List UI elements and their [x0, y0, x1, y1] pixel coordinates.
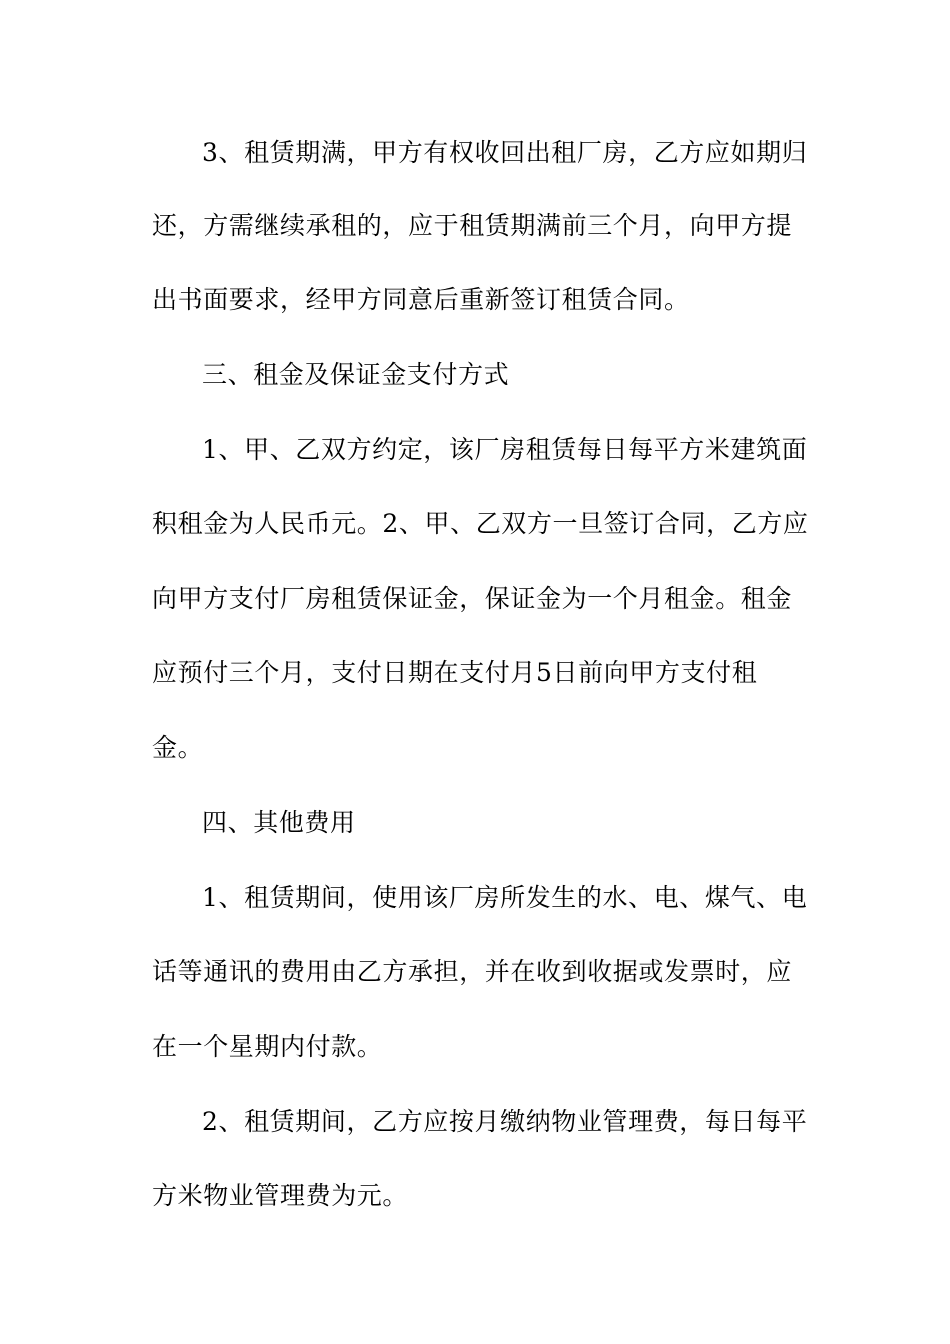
clause-3-line-2: 还，方需继续承租的，应于租赁期满前三个月，向甲方提 — [152, 211, 793, 240]
clause-3-line-1: 3、租赁期满，甲方有权收回出租厂房，乙方应如期归 — [202, 138, 808, 167]
fee-clause-2-line-2: 方米物业管理费为元。 — [152, 1181, 409, 1210]
fee-clause-2-line-1: 2、租赁期间，乙方应按月缴纳物业管理费，每日每平 — [202, 1107, 808, 1136]
rent-clause-1-line-1: 1、甲、乙双方约定，该厂房租赁每日每平方米建筑面 — [202, 435, 808, 464]
section-3-heading: 三、租金及保证金支付方式 — [202, 360, 510, 389]
rent-clause-1-line-3: 向甲方支付厂房租赁保证金，保证金为一个月租金。租金 — [152, 584, 793, 613]
rent-clause-1-line-4: 应预付三个月，支付日期在支付月5日前向甲方支付租 — [152, 658, 758, 687]
fee-clause-1-line-3: 在一个星期内付款。 — [152, 1032, 383, 1061]
fee-clause-1-line-1: 1、租赁期间，使用该厂房所发生的水、电、煤气、电 — [202, 883, 808, 912]
clause-3-line-3: 出书面要求，经甲方同意后重新签订租赁合同。 — [152, 285, 690, 314]
section-4-heading: 四、其他费用 — [202, 808, 356, 837]
rent-clause-1-line-5: 金。 — [152, 733, 204, 762]
rent-clause-1-line-2: 积租金为人民币元。2、甲、乙双方一旦签订合同，乙方应 — [152, 509, 809, 538]
fee-clause-1-line-2: 话等通讯的费用由乙方承担，并在收到收据或发票时，应 — [152, 957, 793, 986]
